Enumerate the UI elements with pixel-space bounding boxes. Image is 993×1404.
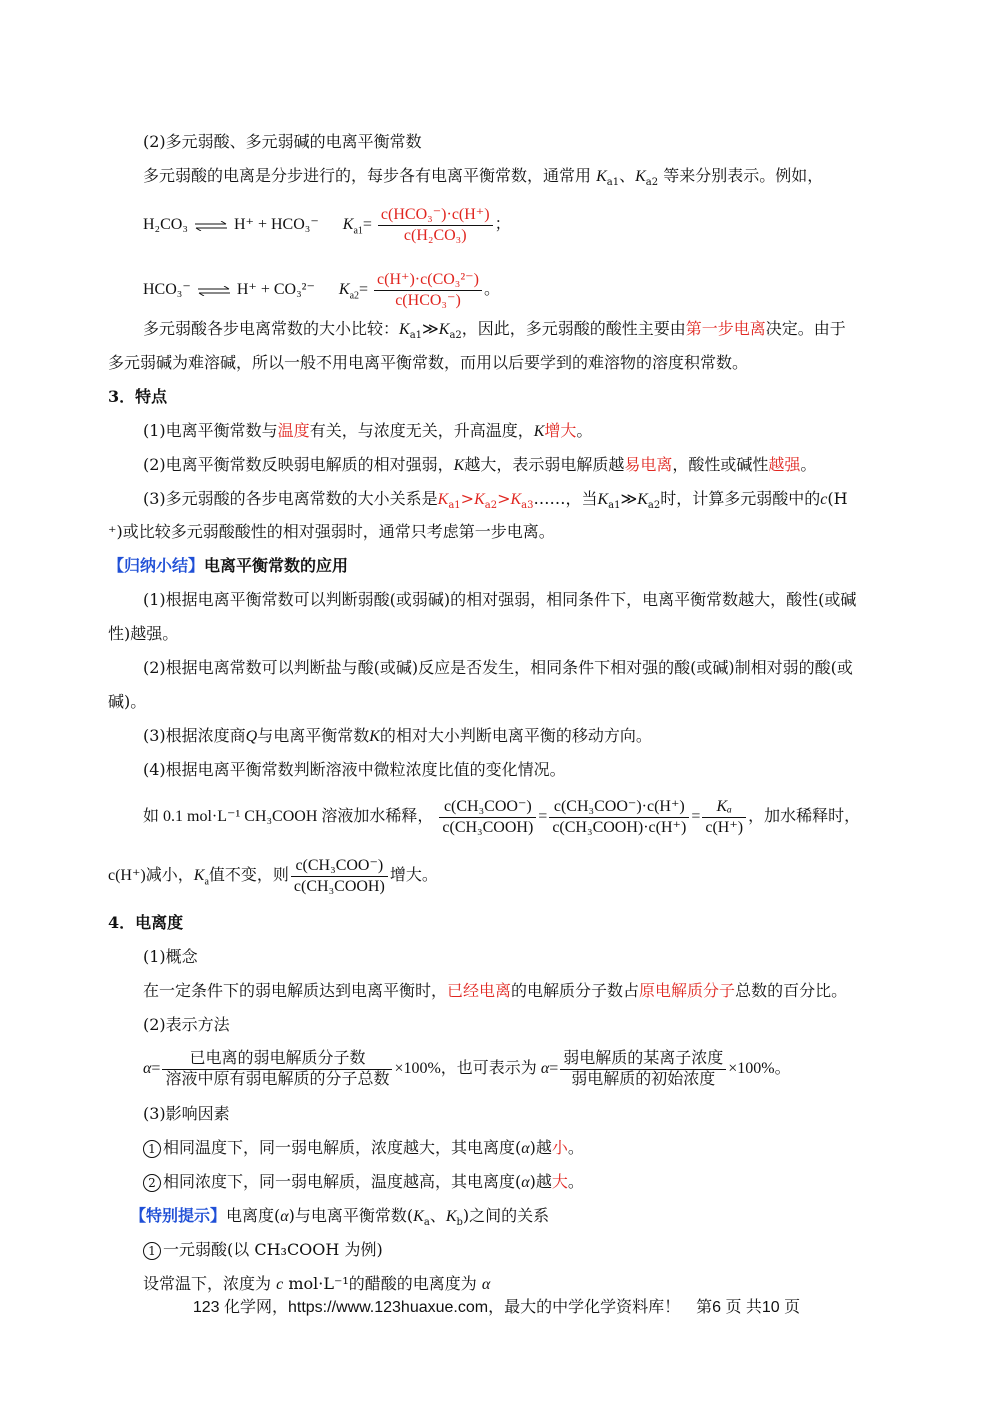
summary-p3: (3)根据浓度商Q与电离平衡常数K的相对大小判断电离平衡的移动方向。	[143, 726, 652, 745]
factor-1: 1 相同温度下，同一弱电解质，浓度越大，其电离度(α)越小。	[143, 1137, 584, 1160]
summary-example-line2: c(H⁺)减小，$K_a$值不变，则 $\frac{\text{c(CH₃COO⁻)}}{\text{c(CH₃COOH)}}$ 增大。	[108, 857, 438, 895]
s2-compare: 多元弱酸各步电离常数的大小比较：$K_{a1}≫K_{a2}$，因此，多元弱酸的酸性主要由第一步电离决定。由于	[143, 319, 846, 342]
factor-2: 2 相同浓度下，同一弱电解质，温度越高，其电离度(α)越大。	[143, 1171, 584, 1194]
summary-example: 如 0.1 mol·L⁻¹ CH₃COOH 溶液加水稀释， $\frac{\text{c(CH₃COO⁻)}}{\text{c(CH₃COOH)}}$ = $\frac{\text{c(CH₃COO⁻)·c(H⁺)}}{\text{c(CH₃COOH)·c(H⁺)}}$ = $\frac{\text{Kₐ}}{c(H^+)}$ ，加水稀释时，	[143, 798, 861, 836]
special-tip: 【特别提示】电离度(α)与电离平衡常数($K_a$、$K_b$)之间的关系	[130, 1206, 550, 1229]
alpha-fraction-2: $\frac{\text{弱电解质的某离子浓度}}{\text{弱电解质的初始浓度}}$	[560, 1049, 726, 1090]
s4-concept-heading: (1)概念	[143, 947, 198, 966]
summary-p1-line2: 性)越强。	[108, 624, 179, 643]
expanded-fraction: $\frac{\text{c(CH₃COO⁻)·c(H⁺)}}{\text{c(CH₃COOH)·c(H⁺)}}$	[549, 797, 689, 838]
equilibrium-arrows-icon	[194, 221, 228, 231]
result-fraction: $\frac{\text{c(CH₃COO⁻)}}{\text{c(CH₃COOH)}}$	[291, 856, 388, 897]
s3-point3: (3)多元弱酸的各步电离常数的大小关系是$K_{a1}>K_{a2}>K_{a3}\dots\dots$，当$K_{a1}≫K_{a2}$时，计算多元弱酸中的c(H	[143, 489, 848, 512]
s2-compare-line2: 多元弱碱为难溶碱，所以一般不用电离平衡常数，而用以后要学到的难溶物的溶度积常数。	[108, 353, 749, 372]
s4-heading: 4．电离度	[108, 913, 184, 932]
ka2-fraction: $\frac{\text{c(H⁺)·c(CO₃²⁻)}}{\text{c(HCO₃⁻)}}$	[374, 270, 482, 311]
ratio-fraction: $\frac{\text{c(CH₃COO⁻)}}{\text{c(CH₃COOH)}}$	[439, 797, 536, 838]
ka1-fraction: $\frac{\text{c(HCO₃⁻)·c(H⁺)}}{\text{c(H₂CO₃)}}$	[378, 205, 493, 246]
summary-p1: (1)根据电离平衡常数可以判断弱酸(或弱碱)的相对强弱，相同条件下，电离平衡常数越大，酸性(或碱	[143, 590, 857, 609]
circled-number-icon: 1	[143, 1242, 161, 1260]
equation-hco3: HCO₃⁻ H⁺ + CO₃²⁻ $K_{a2}=$ $\frac{\text{c(H⁺)·c(CO₃²⁻)}}{\text{c(HCO₃⁻)}}$ 。	[143, 271, 500, 309]
s3-point1: (1)电离平衡常数与温度有关，与浓度无关，升高温度，K增大。	[143, 421, 593, 440]
page-footer: 123 化学网，https://www.123huaxue.com，最大的中学化学资料库！ 第6 页 共10 页	[192, 1299, 801, 1316]
alpha-fraction-1: $\frac{\text{已电离的弱电解质分子数}}{\text{溶液中原有弱电解质的分子总数}}$	[162, 1049, 392, 1090]
circled-number-icon: 2	[143, 1174, 161, 1192]
alpha-formula: α= $\frac{\text{已电离的弱电解质分子数}}{\text{溶液中原有弱电解质的分子总数}}$ ×100%，也可表示为 α= $\frac{\text{弱电解质的某离子浓度}}{\text{弱电解质的初始浓度}}$ ×100%。	[143, 1050, 791, 1088]
ka-fraction: $\frac{\text{Kₐ}}{c(H^+)}$	[702, 797, 746, 838]
equilibrium-arrows-icon	[197, 286, 231, 296]
s4-factor-heading: (3)影响因素	[143, 1104, 230, 1123]
summary-p4: (4)根据电离平衡常数判断溶液中微粒浓度比值的变化情况。	[143, 760, 566, 779]
monoprotic-acid: 1 一元弱酸(以 CH₃COOH 为例)	[143, 1239, 383, 1261]
summary-p2: (2)根据电离常数可以判断盐与酸(或碱)反应是否发生，相同条件下相对强的酸(或碱)制相对弱的酸(或	[143, 658, 853, 677]
s2-heading: (2)多元弱酸、多元弱碱的电离平衡常数	[143, 132, 422, 151]
last-line: 设常温下，浓度为 c mol·L⁻¹的醋酸的电离度为 α	[143, 1274, 491, 1293]
s2-intro: 多元弱酸的电离是分步进行的，每步各有电离平衡常数，通常用 $K_{a1}$、$K_{a2}$ 等来分别表示。例如，	[143, 166, 824, 189]
summary-p2-line2: 碱)。	[108, 692, 147, 711]
summary-heading: 【归纳小结】电离平衡常数的应用	[108, 556, 349, 575]
s3-heading: 3．特点	[108, 387, 168, 406]
s3-point3-line2: ⁺)或比较多元弱酸酸性的相对强弱时，通常只考虑第一步电离。	[108, 522, 555, 541]
s4-method-heading: (2)表示方法	[143, 1015, 230, 1034]
circled-number-icon: 1	[143, 1140, 161, 1158]
s3-point2: (2)电离平衡常数反映弱电解质的相对强弱，K越大，表示弱电解质越易电离，酸性或碱性越强。	[143, 455, 817, 474]
s4-concept: 在一定条件下的弱电解质达到电离平衡时，已经电离的电解质分子数占原电解质分子总数的百分比。	[143, 981, 848, 1000]
equation-h2co3: H₂CO₃ H⁺ + HCO₃⁻ $K_{a1}=$ $\frac{\text{c(HCO₃⁻)·c(H⁺)}}{\text{c(H₂CO₃)}}$ ；	[143, 206, 511, 244]
